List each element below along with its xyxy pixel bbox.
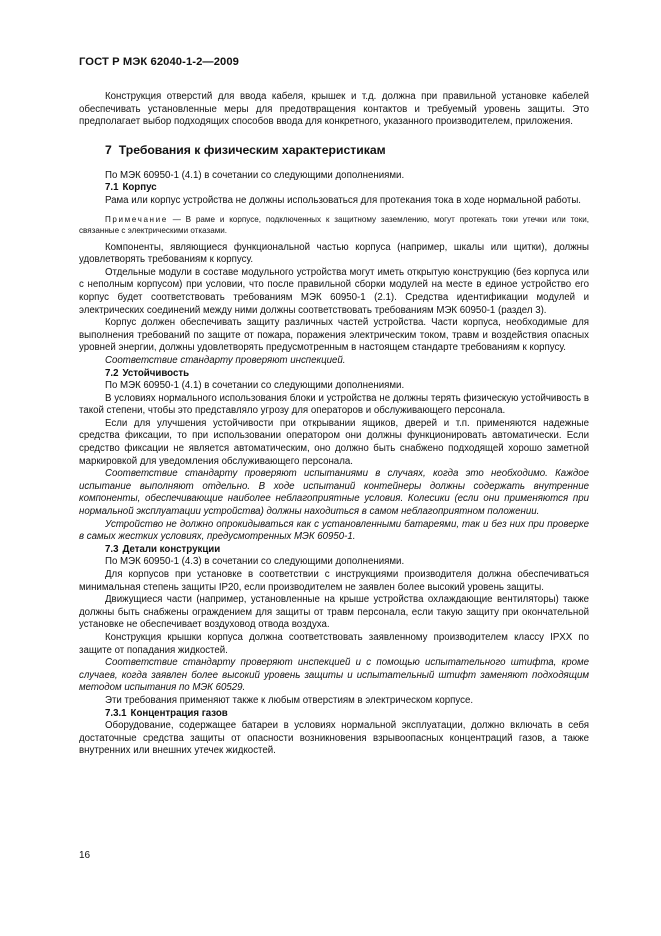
section-title: Требования к физическим характеристикам [118, 142, 386, 157]
paragraph: Оборудование, содержащее батареи в условиях нормальной эксплуатации, должно включать в себя достаточные средства защиты от опасности возникновения взрывоопасных концентраций газов, а также внутренних или внешних утечек жидкостей. [79, 720, 589, 757]
section-title: Концентрация газов [130, 707, 228, 719]
section-number: 7.1 [105, 182, 119, 194]
compliance-paragraph: Соответствие стандарту проверяют испытаниями в случаях, когда это необходимо. Каждое испытание выполняют отдельно. В ходе испытаний контейнеры должны содержать внутренние компоненты, обеспечивающие наиболее неблагоприятные условия. Колесики (если они применяются при нормальной эксплуатации устройства) должны находиться в самом неблагоприятном положении. [79, 468, 589, 518]
subsection-7-2-heading [79, 368, 589, 381]
paragraph: Рама или корпус устройства не должны использоваться для протекания тока в ходе нормальной работы. [105, 194, 581, 206]
paragraph: Корпус должен обеспечивать защиту различных частей устройства. Части корпуса, необходимые для выполнения требований по защите от пожара, поражения электрическим током, травм и воздействия опасных уровней энергии, должны удовлетворять предусмотренным в настоящем стандарте требованиям к корпусу. [79, 317, 589, 354]
compliance-paragraph: Соответствие стандарту проверяют инспекцией. [105, 354, 346, 366]
note-label: Примечание [105, 214, 168, 224]
paragraph: Компоненты, являющиеся функциональной частью корпуса (например, шкалы или щитки), должны удовлетворять требованиям к корпусу. [79, 241, 589, 266]
paragraph: Для корпусов при установке в соответствии с инструкциями производителя должна обеспечиваться минимальная степень защиты IP20, если производителем не заявлен более высокий уровень защиты. [79, 569, 589, 593]
paragraph: Если для улучшения устойчивости при открывании ящиков, дверей и т.п. применяются надежные средства фиксации, то при использовании оператором они должны функционировать автоматически. Если средство фиксации не является автоматическим, оно должно быть снабжено подходящей хорошо заметной маркировкой для уведомления обслуживающего персонала. [79, 417, 589, 467]
paragraph: По МЭК 60950-1 (4.1) в сочетании со следующими дополнениями. [105, 169, 405, 181]
document-header: ГОСТ Р МЭК 62040-1-2—2009 [79, 56, 240, 68]
note [79, 214, 589, 236]
note-text: — В раме и корпусе, подключенных к защитному заземлению, могут протекать токи утечки или токи, связанные с электрическими отказами. [79, 214, 589, 235]
paragraph: По МЭК 60950-1 (4.3) в сочетании со следующими дополнениями. [105, 556, 405, 568]
paragraph: В условиях нормального использования блоки и устройства не должны терять физическую устойчивость в такой степени, чтобы это представляло угрозу для операторов и обслуживающего персонала. [79, 392, 589, 417]
compliance-paragraph: Соответствие стандарту проверяют инспекцией и с помощью испытательного штифта, кроме случаев, когда заявлен более высокий уровень защиты и испытательный штифт заменяют подходящим методом испытания по МЭК 60529. [79, 657, 589, 694]
section-number: 7.3 [105, 543, 119, 555]
section-number: 7.3.1 [105, 707, 127, 719]
compliance-paragraph: Устройство не должно опрокидываться как с установленными батареями, так и без них при проверке в самых жестких условиях, предусмотренных МЭК 60950-1. [79, 518, 589, 543]
paragraph: Движущиеся части (например, установленные на крыше устройства охлаждающие вентиляторы) также должны быть снабжены ограждением для защиты от травм персонала, если такую защиту при окончательной установке не обеспечивает воздуховод отвода воздуха. [79, 594, 589, 631]
subsection-7-3-1-heading [79, 708, 589, 721]
section-title: Детали конструкции [122, 543, 221, 555]
paragraph: Конструкция крышки корпуса должна соответствовать заявленному производителем классу IPXX по защите от попадания жидкостей. [79, 631, 589, 656]
section-7-heading [105, 143, 589, 158]
section-title: Корпус [122, 182, 157, 194]
section-number: 7.2 [105, 367, 119, 379]
page-number: 16 [79, 850, 91, 861]
paragraph: Конструкция отверстий для ввода кабеля, крышек и т.д. должна при правильной установке кабелей обеспечивать установленные меры для предотвращения контактов и требуемый уровень защиты. Это предполагает выбор подходящих способов ввода для конкретного, указанного производителем, приложения. [79, 91, 589, 128]
section-number: 7 [105, 142, 112, 157]
paragraph: По МЭК 60950-1 (4.1) в сочетании со следующими дополнениями. [105, 380, 405, 392]
paragraph: Отдельные модули в составе модульного устройства могут иметь открытую конструкцию (без корпуса или с неполным корпусом) при условии, что после правильной сборки модулей на месте в единое устройство его корпус будет соответствовать требованиям МЭК 60950-1 (2.1). Средства идентификации модулей и электрических соединений между ними должны соответствовать требованиям МЭК 60950-1 (раздел 3). [79, 266, 589, 316]
subsection-7-3-heading [79, 544, 589, 557]
document-body [79, 91, 589, 758]
subsection-7-1-heading [79, 182, 589, 195]
section-title: Устойчивость [122, 367, 190, 379]
paragraph: Эти требования применяют также к любым отверстиям в электрическом корпусе. [105, 694, 474, 706]
